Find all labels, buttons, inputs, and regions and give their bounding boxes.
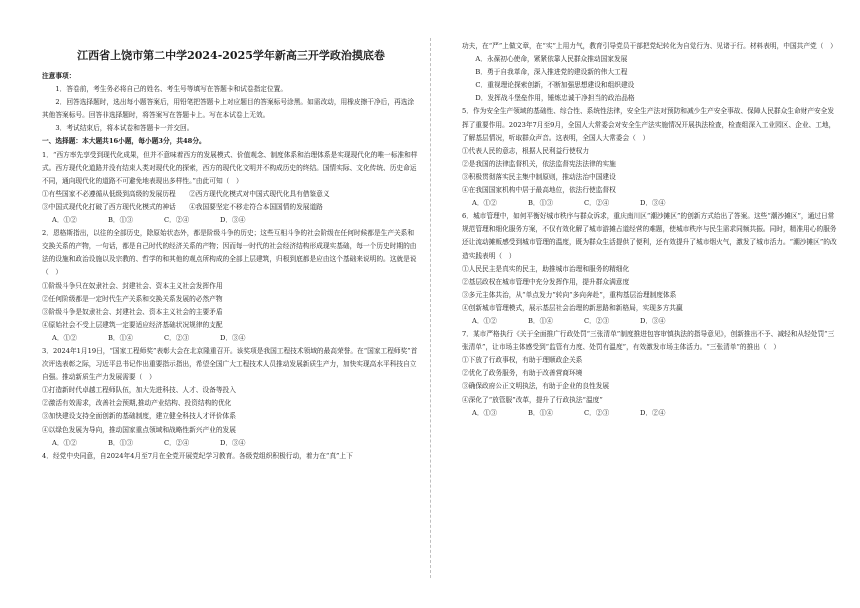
answer-choice: B．①③ xyxy=(108,438,133,447)
answer-choice: A．①② xyxy=(472,199,497,208)
question-option: ③多元主体共治，从“单点发力”转向“多向奔赴”，重构基层治理制度体系 xyxy=(462,290,677,299)
section-heading: 一、选择题：本大题共16小题，每小题3分，共48分。 xyxy=(42,137,206,146)
answer-choice: C．②③ xyxy=(164,333,190,342)
answer-choice: C．②④ xyxy=(164,438,190,447)
question-option: B．勇于自我革命，深入推进党的建设新的伟大工程 xyxy=(475,68,628,77)
question-option: ①人民民主是真实的民主，助推城市治理和服务的精细化 xyxy=(462,264,630,273)
answer-choice: C．②④ xyxy=(164,216,190,225)
question-option: ③阶级斗争是奴隶社会、封建社会、资本主义社会的主要矛盾 xyxy=(42,307,223,316)
question-stem-1: 1．“西方率先享受到现代化成果，但并不意味着西方的发展模式、价值观念、制度体系和治理体系是实现现代化的唯一标准和样式。西方现代化道路并没有结束人类对现代化的探索，西方的现代化文明并不构成历史的终结。国情实际、文化传统、历史命运不同，通向现代化的道路不可避免地表现出多样性。”由此可知（ ） xyxy=(42,150,418,185)
notice-item: 1．答卷前，考生务必将自己的姓名、考生号等填写在答题卡和试卷指定位置。 xyxy=(55,85,288,94)
answer-choice: A．①② xyxy=(472,316,497,325)
question-stem-7: 7．某市严格执行《关于全面推广行政处罚“三张清单”制度推进包容审慎执法的指导意见》，创新推出不予、减轻和从轻处罚“三张清单”，让市场主体感受到“监管有力度、处罚有温度”，有效激发市场主体活力。“三张清单”的推出（ ） xyxy=(462,330,835,352)
question-4-continued: 功夫，在“严”上做文章，在“实”上用力气，教育引导党员干部把党纪转化为自觉行为、见诸于行。材料表明，中国共产党（ ） xyxy=(462,42,837,50)
column-divider xyxy=(430,38,431,578)
question-option: A．永葆初心使命，紧紧依靠人民群众推动国家发展 xyxy=(475,55,628,64)
answer-choice: A．①② xyxy=(52,333,77,342)
answer-choices-7 xyxy=(472,407,840,420)
question-option: ①下放了行政事权，有助于理顺政企关系 xyxy=(462,356,583,365)
question-option: ③加快建设支持全面创新的基础制度，建立健全科技人才评价体系 xyxy=(42,412,236,421)
answer-choices-3 xyxy=(52,437,420,450)
question-stem-5: 5．作为安全生产领域的基础性、综合性、系统性法律，安全生产法对预防和减少生产安全事故、保障人民群众生命财产安全发挥了重要作用。2023年7月至9月，全国人大常委会对安全生产法实施情况开展执法检查，检查组深入工业园区、企业、工地，了解基层情况，听取群众声音。这表明，全国人大常委会（ ） xyxy=(462,107,836,142)
notice-heading: 注意事项： xyxy=(42,72,76,80)
question-option: ④创新城市管理模式，展示基层社会治理的新思路和新格局，实现多方共赢 xyxy=(462,303,683,312)
question-option: ②是我国的法律监督机关，依法监督宪法法律的实施 xyxy=(462,159,616,168)
question-option: ③确保政府公正文明执法，有助于企业的良性发展 xyxy=(462,382,610,391)
question-option: ①有些国家不必遵循从低级到高级的发展历程 ②西方现代化模式对中国式现代化具有借鉴意义 xyxy=(42,189,330,198)
question-option: ④以绿色发展为导向，推动国家重点领域和战略性新兴产业的发展 xyxy=(42,425,236,434)
answer-choices-5 xyxy=(472,197,840,210)
answer-choice: B．①④ xyxy=(528,316,553,325)
question-stem-3: 3．2024年1月19日，“国家工程师奖”表彰大会在北京隆重召开。该奖项是我国工程技术领域的最高荣誉。在“国家工程师奖”首次评选表彰之际，习近平总书记作出重要指示指出，希望全国广大工程技术人员推动发展新质生产力，加快实现高水平科技自立自强。推动新质生产力发展需要（ ） xyxy=(42,346,418,382)
answer-choice: A．①② xyxy=(52,438,77,447)
question-option: ①阶级斗争只在奴隶社会、封建社会、资本主义社会发挥作用 xyxy=(42,281,223,290)
answer-choice: D．②④ xyxy=(640,408,666,417)
answer-choice: B．①③ xyxy=(528,199,553,208)
answer-choice: D．③④ xyxy=(220,333,246,342)
answer-choices-1 xyxy=(52,214,420,227)
right-column xyxy=(462,40,840,420)
answer-choice: A．①② xyxy=(52,216,77,225)
answer-choice: B．①④ xyxy=(528,408,553,417)
exam-title: 江西省上饶市第二中学2024-2025学年新高三开学政治摸底卷 xyxy=(77,49,385,62)
answer-choice: C．②③ xyxy=(584,316,610,325)
left-column xyxy=(42,40,420,463)
question-stem-2: 2．恩格斯指出，以往的全部历史，除原始状态外，都是阶级斗争的历史；这些互相斗争的社会阶级在任何时候都是生产关系和交换关系的产物，一句话，都是自己时代的经济关系的产物；因而每一时代的社会经济结构形成现实基础，每一个历史时期的由法的设施和政治设施以及宗教的、哲学的和其他的观点所构成的全部上层建筑，归根到底都是应由这个基础来说明的。这就是说（ ） xyxy=(42,229,417,277)
question-option: D．发挥战斗堡垒作用，锤炼忠诚干净担当的政治品格 xyxy=(475,94,635,103)
question-option: C．重视理论探索创新，不断加强思想建设和组织建设 xyxy=(475,81,635,90)
question-option: ④深化了“放管服”改革，提升了行政执法“温度” xyxy=(462,395,603,404)
question-stem-6: 6．城市管理中，如何平衡好城市秩序与群众诉求，重庆南川区“潮沙摊区”的创新方式给出了答案。这些“潮沙摊区”，通过日常规范管理和细化服务方案，不仅有效化解了城市游摊占道经营的难题，使城市秩序与民生需求同频共振。同时，精准用心的服务还让流动摊贩感受到城市管理的温度，既为群众生活提供了便利，还有效提升了城市烟火气，激发了城市活力。“潮沙摊区”的改造实践表明（ ） xyxy=(462,212,837,260)
answer-choices-2 xyxy=(52,332,420,345)
answer-choice: D．③④ xyxy=(640,199,666,208)
answer-choice: D．③④ xyxy=(220,438,246,447)
question-option: ③中国式现代化打破了西方现代化模式的神话 ④我国要坚定不移走符合本国国情的发展道路 xyxy=(42,202,323,211)
answer-choices-6 xyxy=(472,315,840,328)
question-option: ②激活有效需求，改善社会预期,推动产业结构、投资结构的优化 xyxy=(42,399,232,408)
question-option: ②任何阶级都是一定时代生产关系和交换关系发展的必然产物 xyxy=(42,294,223,303)
question-option: ④原始社会不受上层建筑一定要适应经济基础状况规律的支配 xyxy=(42,320,223,329)
question-option: ②优化了政务服务，有助于改善营商环境 xyxy=(462,369,583,378)
answer-choice: A．①③ xyxy=(472,408,497,417)
question-option: ③积极贯彻落实民主集中制原则，推动法治中国建设 xyxy=(462,172,616,181)
answer-choice: D．③④ xyxy=(220,216,246,225)
question-option: ②基层政权在城市管理中充分发挥作用，提升群众满意度 xyxy=(462,277,630,286)
question-stem-4: 4．经党中央同意，自2024年4月至7月在全党开展党纪学习教育。各级党组织积极行动，着力在“真”上下 xyxy=(42,451,353,460)
answer-choice: D．③④ xyxy=(640,316,666,325)
question-option: ①代表人民的意志，根据人民利益行使权力 xyxy=(462,146,590,155)
answer-choice: C．②④ xyxy=(584,199,610,208)
notice-item: 3．考试结束后，将本试卷和答题卡一并交回。 xyxy=(55,124,194,133)
question-option: ①打造新时代卓越工程师队伍，加大先进科技、人才、设备等投入 xyxy=(42,386,236,395)
notice-item: 2．回答选择题时，选出每小题答案后，用铅笔把答题卡上对应题目的答案标号涂黑。如需改动，用橡皮擦干净后，再选涂其他答案标号。回答非选择题时，将答案写在答题卡上。写在本试卷上无效。 xyxy=(42,98,415,120)
answer-choice: C．②③ xyxy=(584,408,610,417)
answer-choice: B．①③ xyxy=(108,216,133,225)
question-option: ④在我国国家机构中居于最高地位，依法行使监督权 xyxy=(462,186,616,195)
answer-choice: B．①④ xyxy=(108,333,133,342)
